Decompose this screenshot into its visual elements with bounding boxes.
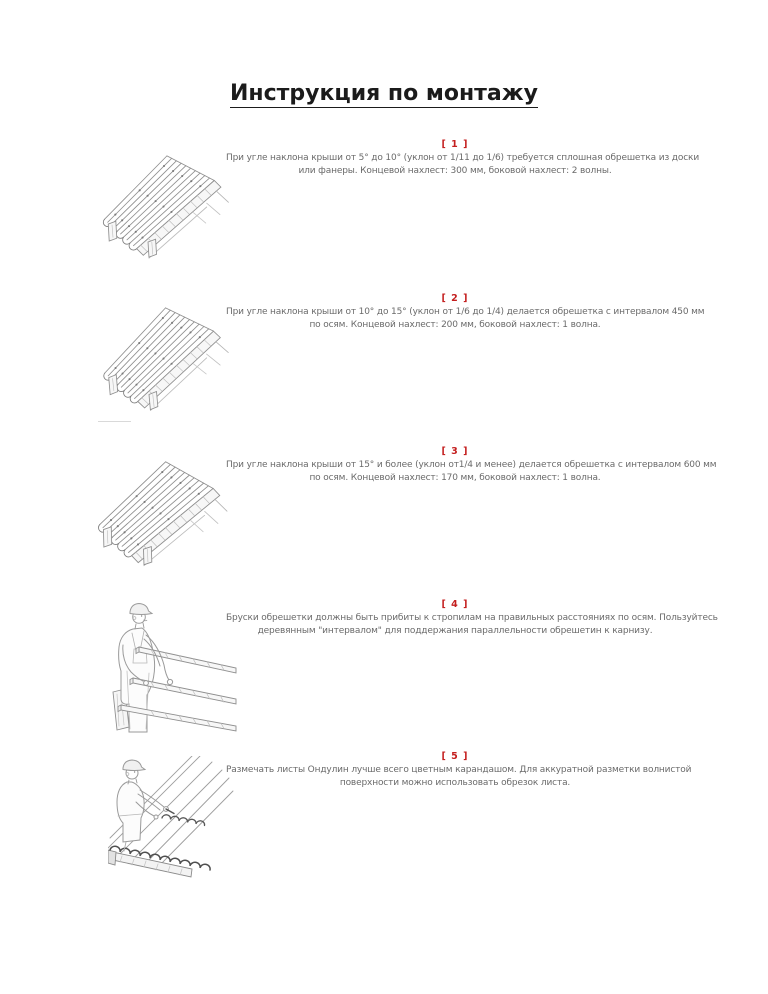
roof-sheet-sketch: [95, 147, 237, 267]
step-text-line: При угле наклона крыши от 5° до 10° (уклон от 1/11 до 1/6) требуется сплошная обрешетка из доски: [226, 153, 700, 163]
illustration-worker-nailing-battens: [103, 599, 238, 733]
step-number: [ 4 ]: [441, 599, 469, 610]
step-text-line: или фанеры. Концевой нахлест: 300 мм, боковой нахлест: 2 волны.: [298, 166, 612, 176]
step-text: [226, 612, 718, 638]
step-text-line: При угле наклона крыши от 10° до 15° (уклон от 1/6 до 1/4) делается обрешетка с интервалом 450 мм: [226, 307, 705, 317]
step-text: [226, 764, 692, 790]
roof-sheet-sketch: [90, 454, 236, 574]
step-number: [ 1 ]: [441, 139, 469, 150]
worker-marking-sheet-sketch: [108, 756, 234, 878]
step-text-line: по осям. Концевой нахлест: 200 мм, боковой нахлест: 1 волна.: [309, 320, 601, 330]
step-number: [ 2 ]: [441, 293, 469, 304]
page-title-text: Инструкция по монтажу: [229, 80, 539, 106]
step-text-line: деревянным "интервалом" для поддержания параллельности обрешетин к карнизу.: [257, 626, 653, 636]
step-number: [ 5 ]: [441, 751, 469, 762]
illustration-roof-slope-15-plus: [90, 454, 236, 574]
page-title: [0, 81, 768, 106]
step-text-line: поверхности можно использовать обрезок листа.: [339, 778, 571, 788]
roof-sheet-sketch: [95, 299, 237, 419]
worker-nailing-battens-sketch: [103, 599, 238, 733]
step-text: [226, 459, 717, 485]
sketch-ground-line: [98, 421, 131, 422]
step-text-line: Размечать листы Ондулин лучше всего цветным карандашом. Для аккуратной разметки волнистой: [226, 765, 692, 775]
illustration-worker-marking-sheet: [108, 756, 234, 878]
step-number: [ 3 ]: [441, 446, 469, 457]
step-text: [226, 152, 700, 178]
step-text-line: Бруски обрешетки должны быть прибиты к стропилам на правильных расстояниях по осям. Пользуйтесь: [226, 613, 718, 623]
step-text-line: При угле наклона крыши от 15° и более (уклон от1/4 и менее) делается обрешетка с интервалом 600 мм: [226, 460, 717, 470]
illustration-roof-slope-10-15: [95, 299, 237, 419]
step-text-line: по осям. Концевой нахлест: 170 мм, боковой нахлест: 1 волна.: [309, 473, 601, 483]
step-text: [226, 306, 705, 332]
illustration-roof-slope-5-10: [95, 147, 237, 267]
